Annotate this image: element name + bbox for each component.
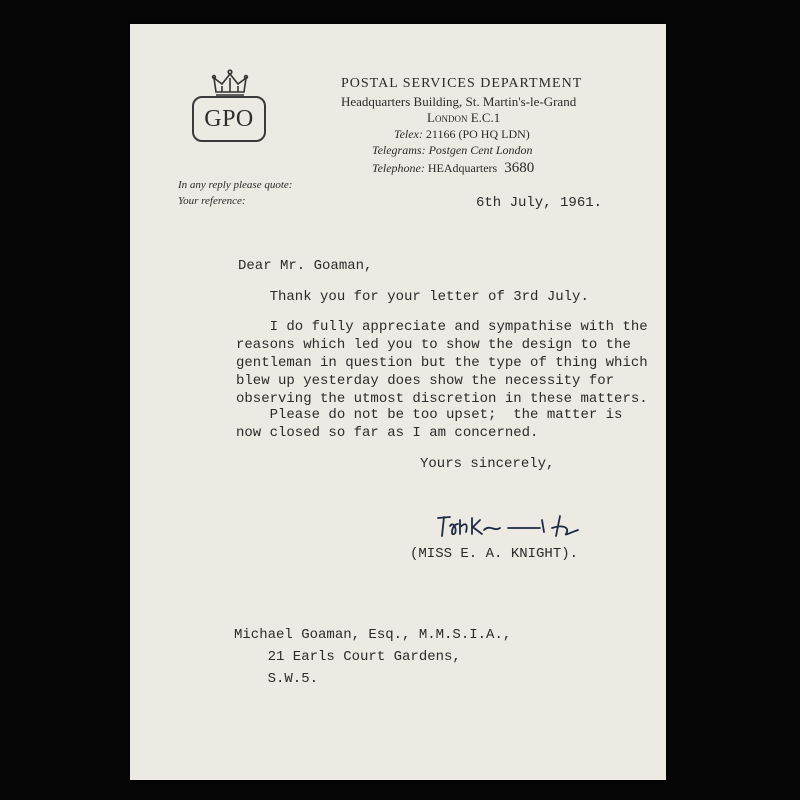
department-name: POSTAL SERVICES DEPARTMENT [341,76,583,91]
telephone-line [372,160,534,177]
telegrams-label: Telegrams: [372,143,426,157]
telex-line [394,127,530,142]
recipient-line-2: 21 Earls Court Gardens, [234,649,461,665]
telegrams-line [372,143,533,158]
telegrams-value: Postgen Cent London [428,143,533,157]
salutation: Dear Mr. Goaman, [238,258,373,274]
reply-quote-label: In any reply please quote: [178,179,293,191]
telephone-value: HEAdquarters [427,161,498,175]
your-reference-label: Your reference: [178,195,246,207]
paragraph-1: Thank you for your letter of 3rd July. [236,289,589,305]
closing: Yours sincerely, [420,456,555,472]
recipient-line-1: Michael Goaman, Esq., M.M.S.I.A., [234,627,512,643]
address-line-2: London E.C.1 [427,110,501,125]
telex-label: Telex: [394,127,423,141]
paragraph-2: I do fully appreciate and sympathise with the reasons which led you to show the design to the gentleman in question but the type of thing which blew up yesterday does show the necessity for observing the utmost discretion in these matters. [236,319,648,407]
recipient-line-3: S.W.5. [234,671,319,687]
letter-paper [130,24,666,780]
handwritten-signature [420,502,590,542]
letter-date: 6th July, 1961. [476,195,603,211]
paragraph-3: Please do not be too upset; the matter is now closed so far as I am concerned. [236,407,623,441]
address-line-1: Headquarters Building, St. Martin's-le-Grand [341,94,577,109]
telephone-label: Telephone: [372,161,425,175]
telex-value: 21166 (PO HQ LDN) [425,127,530,141]
gpo-logo: GPO [192,96,266,142]
signatory-name: (MISS E. A. KNIGHT). [410,546,579,562]
telephone-number: 3680 [504,160,535,176]
recipient-address [234,624,511,690]
